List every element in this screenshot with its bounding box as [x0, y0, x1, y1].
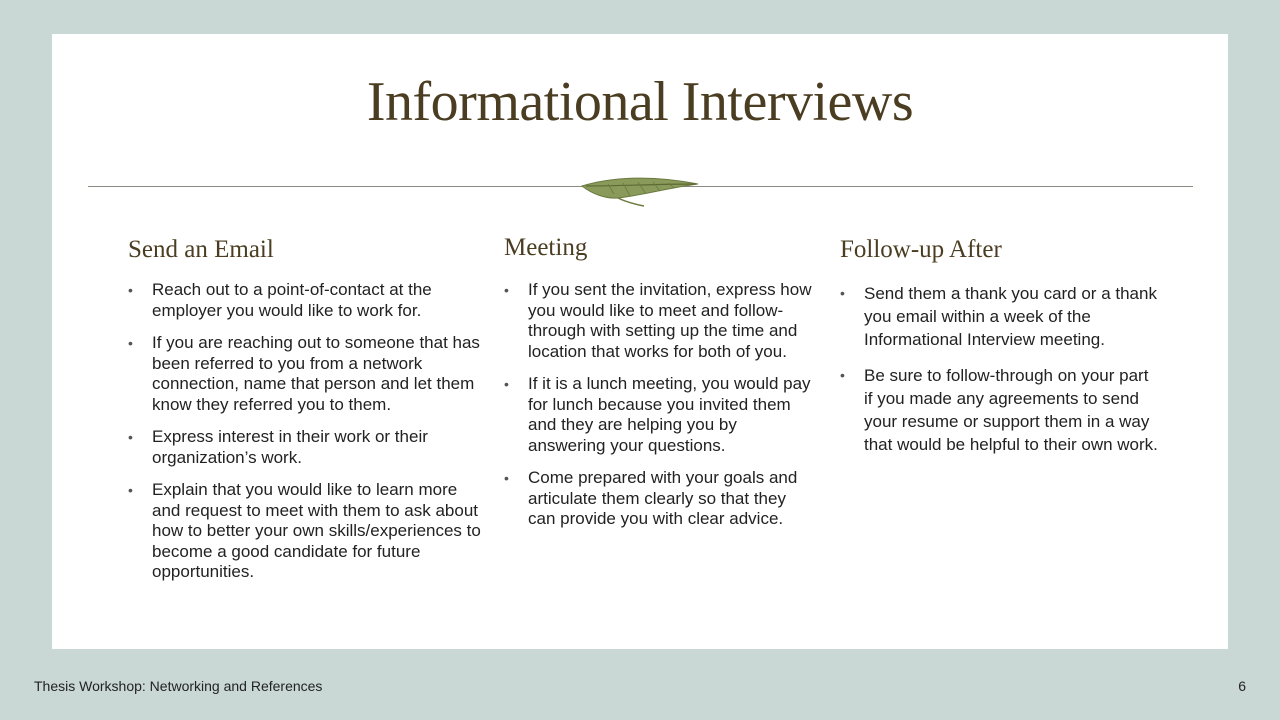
bullet-icon: • — [840, 285, 845, 301]
list-item: • Express interest in their work or their organization’s work. — [128, 427, 428, 467]
footer-text: Thesis Workshop: Networking and References — [34, 678, 323, 694]
list-item: • Be sure to follow-through on your part if you made any agreements to send your resume or support them in a way that would be helpful to their own work. — [840, 366, 1158, 454]
slide-title: Informational Interviews — [366, 71, 914, 133]
list-item: • Send them a thank you card or a thank you email within a week of the Informational Interview meeting. — [840, 284, 1157, 349]
list-item: • If you are reaching out to someone that has been referred to you from a network connection, name that person and let them know they referred you to them. — [128, 333, 480, 414]
column-heading: Meeting — [504, 234, 588, 261]
column-follow-up — [840, 236, 1158, 469]
list-item: • Explain that you would like to learn more and request to meet with them to ask about how to better your own skills/experiences to become a good candidate for future opportunities. — [128, 480, 481, 581]
column-send-email — [128, 236, 488, 595]
column-heading: Follow-up After — [840, 236, 1002, 263]
list-item: • If you sent the invitation, express how you would like to meet and follow-through with setting up the time and location that works for both of you. — [504, 280, 812, 361]
bullet-icon: • — [128, 335, 133, 351]
bullet-icon: • — [840, 367, 845, 383]
column-meeting — [504, 234, 816, 542]
bullet-icon: • — [128, 282, 133, 298]
bullet-icon: • — [504, 470, 509, 486]
list-item: • If it is a lunch meeting, you would pay for lunch because you invited them and they are helping you by answering your questions. — [504, 374, 811, 455]
bullet-list — [504, 280, 816, 530]
column-heading: Send an Email — [128, 236, 274, 263]
bullet-icon: • — [504, 282, 509, 298]
list-item: • Come prepared with your goals and articulate them clearly so that they can provide you with clear advice. — [504, 468, 798, 528]
leaf-icon — [578, 172, 702, 208]
slide-number: 6 — [1238, 678, 1246, 694]
bullet-icon: • — [128, 482, 133, 498]
list-item: • Reach out to a point-of-contact at the employer you would like to work for. — [128, 280, 432, 320]
bullet-list — [128, 280, 488, 583]
bullet-list — [840, 282, 1158, 456]
bullet-icon: • — [128, 429, 133, 445]
bullet-icon: • — [504, 376, 509, 392]
